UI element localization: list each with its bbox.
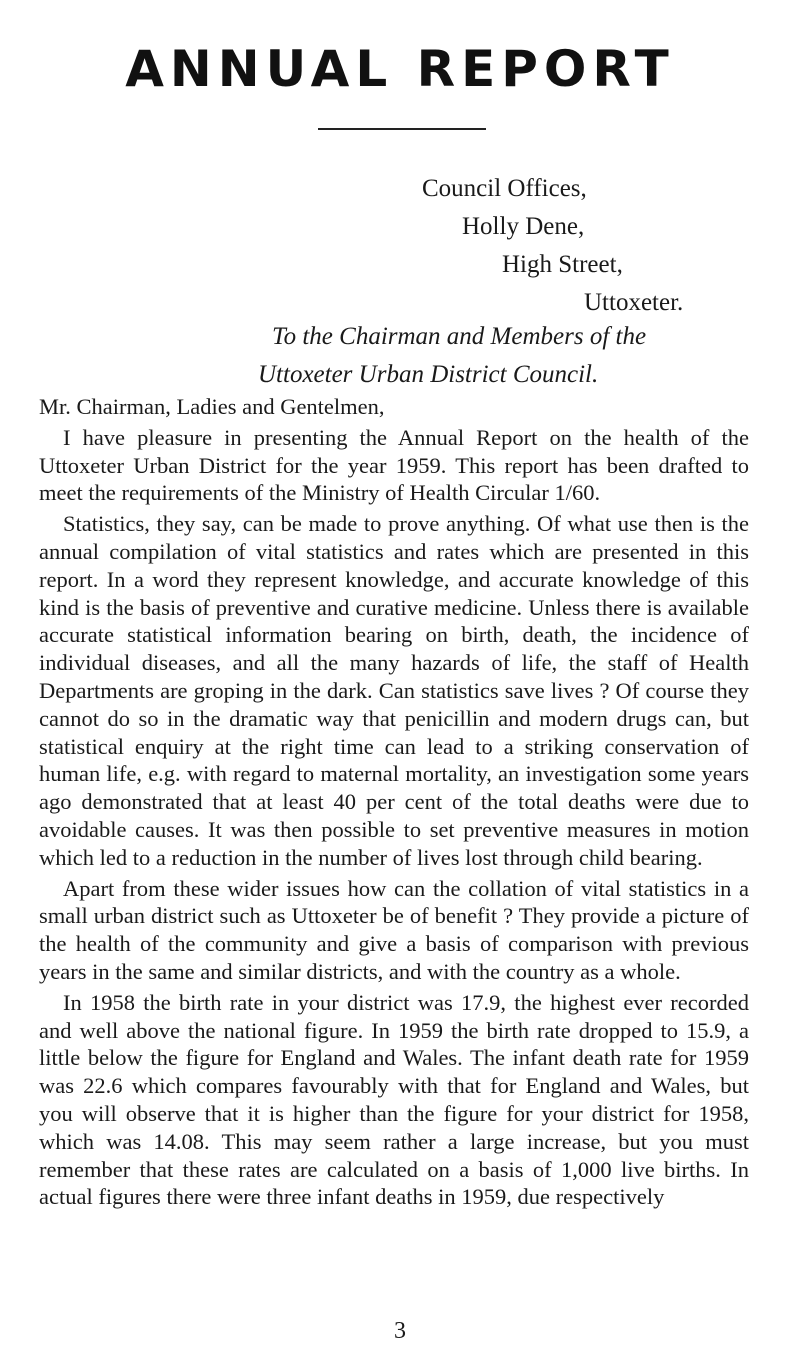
paragraph: Statistics, they say, can be made to prove anything. Of what use then is the annual compilation of vital statistics and rates which are presented in this report. In a word they represent knowledge, and accurate knowledge of this kind is the basis of preventive and curative medicine. Unless there is available accurate statistical information bearing on birth, death, the incidence of individual diseases, and all the many hazards of life, the staff of Health Departments are groping in the dark. Can statistics save lives ? Of course they cannot do so in the dramatic way that penicillin and modern drugs can, but statistical enquiry at the right time can lead to a striking conservation of human life, e.g. with regard to maternal mortality, an investigation some years ago demonstrated that at least 40 per cent of the total deaths were due to avoidable causes. It was then possible to set preventive measures in motion which led to a reduction in the number of lives lost through child bearing. — [39, 511, 749, 870]
title-divider — [318, 128, 486, 130]
paragraph: Apart from these wider issues how can the collation of vital statistics in a small urban district such as Uttoxeter be of benefit ? They provide a picture of the health of the community and give a basis of comparison with previous years in the same and similar districts, and with the country as a whole. — [39, 875, 749, 984]
address-line-3: High Street, — [502, 251, 623, 278]
address-line-1: Council Offices, — [422, 175, 587, 202]
paragraph: In 1958 the birth rate in your district was 17.9, the highest ever recorded and well above the national figure. In 1959 the birth rate dropped to 15.9, a little below the figure for England and Wales. The infant death rate for 1959 was 22.6 which compares favourably with that for England and Wales, but you will observe that it is higher than the figure for your district for 1958, which was 14.08. This may seem rather a large increase, but you must remember that these rates are calculated on a basis of 1,000 live births. In actual figures there were three infant deaths in 1959, due respectively — [39, 989, 749, 1210]
report-body — [39, 393, 749, 1211]
greeting: Mr. Chairman, Ladies and Gentelmen, — [39, 394, 385, 419]
address-line-4: Uttoxeter. — [584, 289, 684, 316]
page-number: 3 — [394, 1318, 406, 1344]
sender-address — [360, 170, 710, 322]
address-line-2: Holly Dene, — [462, 213, 585, 240]
addressee — [215, 318, 755, 394]
addressee-line-1: To the Chairman and Members of the — [272, 323, 647, 350]
paragraph: I have pleasure in presenting the Annual Report on the health of the Uttoxeter Urban District for the year 1959. This report has been drafted to meet the requirements of the Ministry of Health Circular 1/60. — [39, 424, 749, 506]
addressee-line-2: Uttoxeter Urban District Council. — [258, 361, 599, 388]
page-title: ANNUAL REPORT — [125, 40, 675, 98]
